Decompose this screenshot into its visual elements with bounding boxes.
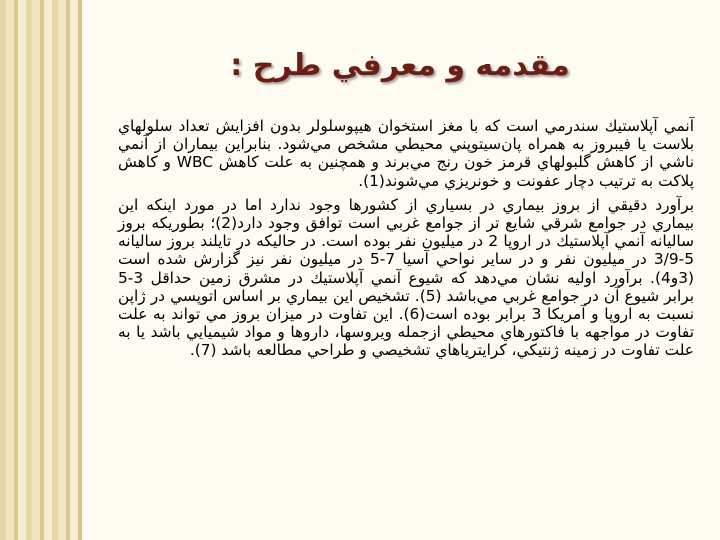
paragraph-intro: آنمي آپلاستيك سندرمي است كه با مغز استخوان هيپوسلولر بدون افزايش تعداد سلولهاي بلاست يا فيبروز به همراه پان‌سيتوپني محيطي مشخص مي‌شود. بنابراين بيماران از آنمي ناشي از كاهش گلبولهاي قرمز خون رنج مي‌برند و همچنين به علت كاهش WBC و كاهش پلاكت به ترتيب دچار عفونت و خونريزي مي‌شوند(1). (118, 117, 694, 190)
paragraph-incidence: برآورد دقيقي از بروز بيماري در بسياري از كشورها وجود ندارد اما در مورد اينكه اين بيماري در جوامع شرقي شايع تر از جوامع غربي است توافق وجود دارد(2)؛ بطوريكه بروز سالیانه آنمي آپلاستيك در اروپا 2 در ميليون نفر بوده است. در حاليكه در تايلند بروز ساليانه 5-3/9 در ميليون نفر و در ساير نواحي آسيا 7-5 در ميليون نفر نيز گزارش شده است (3و4). برآورد اوليه نشان مي‌دهد كه شيوع آنمي آپلاستيك در مشرق زمين حداقل 3-5 برابر شيوع آن در جوامع غربي مي‌باشد (5). تشخيص اين بيماري بر اساس اتوپسي در ژاپن نسبت به اروپا و آمريكا 3 برابر بوده است(6). اين تفاوت در ميزان بروز مي تواند به علت تفاوت در مواجهه با فاكتورهاي محيطي ازجمله ويروسها، داروها و مواد شيميايي باشد يا به علت تفاوت در زمينه ژنتيكي، كرايتريا‌هاي تشخيصي و طراحي مطالعه باشد (7). (118, 195, 695, 360)
decorative-stripe-edge (78, 0, 82, 540)
slide-body (118, 117, 694, 366)
decorative-stripe-band (0, 0, 78, 540)
slide-title: مقدمه و معرفي طرح : (230, 48, 570, 83)
